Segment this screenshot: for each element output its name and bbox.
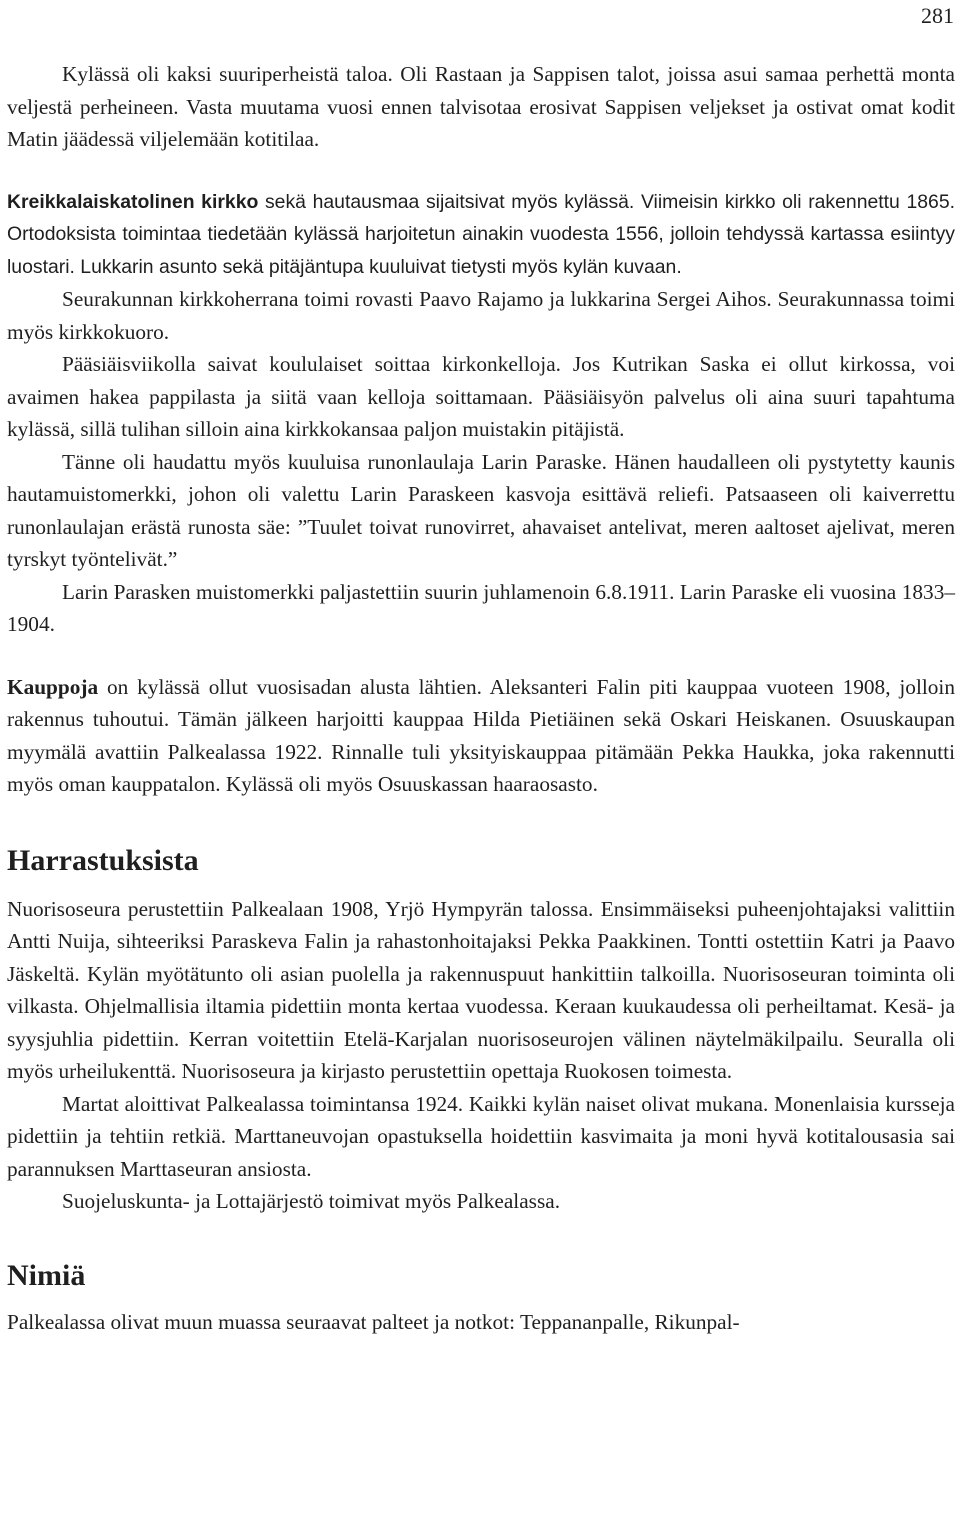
section-heading: Harrastuksista [7, 843, 199, 877]
paragraph: Pääsiäisviikolla saivat koululaiset soittaa kirkonkelloja. Jos Kutrikan Saska ei ollut kirkossa, voi avaimen hakea pappilasta ja siitä vaan kelloja soittamaan. Pääsiäisyön palvelus oli aina suuri tapahtuma kylässä, sillä tulihan silloin aina kirkkokansaa paljon muistakin pitäjistä. [7, 352, 955, 441]
paragraph: Martat aloittivat Palkealassa toimintansa 1924. Kaikki kylän naiset olivat mukana. Monenlaisia kursseja pidettiin ja tehtiin retkiä. Marttaneuvojan opastuksella hoidettiin kasvimaita ja moni hyvä kotitalousasia sai parannuksen Marttaseuran ansiosta. [7, 1091, 955, 1181]
paragraph: Seurakunnan kirkkoherrana toimi rovasti Paavo Rajamo ja lukkarina Sergei Aihos. Seurakunnassa toimi myös kirkkokuoro. [7, 287, 955, 344]
paragraph-text: sekä hautausmaa sijaitsivat myös kylässä. Viimeisin kirkko oli rakennettu 1865. Ortodoksista toimintaa tiedetään kylässä harjoitetun ainakin vuodesta 1556, jolloin tehdyssä kartassa esiintyy luostari. Lukkarin asunto sekä pitäjäntupa kuuluivat tietysti myös kylän kuvaan. [7, 190, 955, 278]
page-body [7, 58, 955, 1338]
paragraph: Larin Parasken muistomerkki paljastettiin suurin juhlamenoin 6.8.1911. Larin Paraske eli vuosina 1833–1904. [7, 579, 955, 636]
paragraph-lead: Kreikkalaiskatolinen kirkko [7, 190, 259, 213]
paragraph-text: on kylässä ollut vuosisadan alusta lähtien. Aleksanteri Falin piti kauppaa vuoteen 1908, jolloin rakennus tuhoutui. Tämän jälkeen harjoitti kauppaa Hilda Pietiäinen sekä Oskari Heiskanen. Osuuskaupan myymälä avattiin Palkealassa 1922. Rinnalle tuli yksityiskauppaa pitämään Pekka Haukka, joka rakennutti myös oman kauppatalon. Kylässä oli myös Osuuskassan haaraosasto. [7, 674, 955, 796]
paragraph: Nuorisoseura perustettiin Palkealaan 1908, Yrjö Hympyrän talossa. Ensimmäiseksi puheenjohtajaksi valittiin Antti Nuija, sihteeriksi Paraskeva Falin ja rahastonhoitajaksi Pekka Paakkinen. Tontti ostettiin Katri ja Paavo Jäskeltä. Kylän myötätunto oli asian puolella ja rakennuspuut hankittiin talkoilla. Nuorisoseuran toiminta oli vilkasta. Ohjelmallisia iltamia pidettiin monta kertaa vuodessa. Keraan kuukaudessa oli perheiltamat. Kesä- ja syysjuhlia pidettiin. Kerran voitettiin Etelä-Karjalan nuorisoseurojen välinen näytelmäkilpailu. Seuralla oli myös urheilukenttä. Nuorisoseura ja kirjasto perustettiin opettaja Ruokosen toimesta. [7, 896, 955, 1083]
page-number: 281 [921, 3, 954, 28]
paragraph [7, 671, 955, 801]
paragraph: Kylässä oli kaksi suuriperheistä taloa. Oli Rastaan ja Sappisen talot, joissa asui samaa perhettä monta veljestä perheineen. Vasta muutama vuosi ennen talvisotaa erosivat Sappisen veljekset ja ostivat omat kodit Matin jäädessä viljelemään kotitilaa. [7, 62, 955, 151]
paragraph-lead: Kauppoja [7, 674, 99, 699]
paragraph: Suojeluskunta- ja Lottajärjestö toimivat myös Palkealassa. [62, 1189, 561, 1213]
paragraph [7, 186, 955, 284]
paragraph: Palkealassa olivat muun muassa seuraavat palteet ja notkot: Teppananpalle, Rikunpal- [7, 1309, 740, 1334]
paragraph: Tänne oli haudattu myös kuuluisa runonlaulaja Larin Paraske. Hänen haudalleen oli pystytetty kaunis hautamuistomerkki, johon oli valettu Larin Paraskeen kasvoja esittävä reliefi. Patsaaseen oli kaiverrettu runonlaulajan erästä runosta säe: ”Tuulet toivat runovirret, ahavaiset antelivat, meren aaltoset ajelivat, meren tyrskyt työntelivät.” [7, 449, 955, 571]
section-heading: Nimiä [7, 1258, 86, 1292]
